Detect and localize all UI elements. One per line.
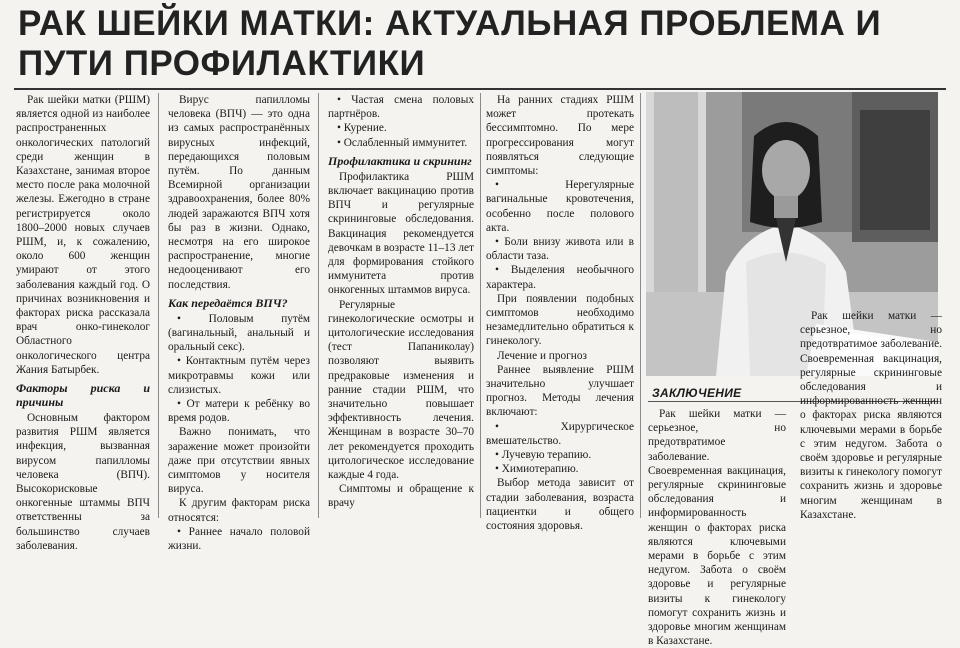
list-item: • Боли внизу живота или в области таза.: [486, 236, 634, 263]
list-item: • Лучевую терапию.: [495, 449, 592, 462]
paragraph: Важно понимать, что заражение может произойти даже при отсутствии явных симптомов у носителя вируса.: [168, 426, 310, 496]
intro-paragraph: Рак шейки матки (РШМ) является одной из наиболее распространенных онкологических патологий среди женщин в Казахстане, занимая второе место после рака молочной железы. Ежегодно в стране регистрируется около 1800–2000 новых случаев РШМ, и, к сожалению, около 600 женщин умирают от этого заболевания каждый год. О причинах возникновения и факторах риска рассказала врач онко-гинеколог Областного онкологического центра Жания Батырбек.: [16, 94, 150, 376]
conclusion-column-2: [800, 310, 942, 521]
paragraph: К другим факторам риска относятся:: [168, 497, 310, 524]
paragraph: Симптомы и обращение к врачу: [328, 483, 474, 510]
paragraph: Регулярные гинекологические осмотры и цитологические исследования (тест Папаниколау) позволяют выявить предраковые изменения и ранние стадии РШМ, что значительно повышает эффективность лечения. Женщинам в возрасте 30–70 лет рекомендуется проходить цитологическое исследование каждые 4 года.: [328, 298, 474, 482]
column-divider: [158, 93, 159, 518]
paragraph: Профилактика РШМ включает вакцинацию против ВПЧ и регулярные скрининговые обследования. Вакцинация рекомендуется девочкам в возрасте 11–13 лет для формирования стойкого иммунитета против онкогенных штаммов вируса.: [328, 170, 474, 297]
column-1: [16, 93, 150, 553]
list-item: • Контактным путём через микротравмы кожи или слизистых.: [168, 355, 310, 396]
column-divider: [640, 93, 641, 518]
list-item: • Курение.: [337, 122, 387, 135]
list-item: • Раннее начало половой жизни.: [168, 525, 310, 553]
paragraph: Основным фактором развития РШМ является инфекция, вызванная вирусом папилломы человека (ВПЧ). Высокорисковые онкогенные штаммы ВПЧ ответственны за большинство случаев заболевания.: [16, 412, 150, 552]
risk-factors-heading: Факторы риска и причины: [16, 381, 150, 410]
conclusion-paragraph: Рак шейки матки — серьезное, но предотвратимое заболевание. Своевременная вакцинация, регулярные скрининговые обследования и информированность женщин о факторах риска являются ключевыми мерами в борьбе с этим недугом. Забота о своём здоровье и регулярные визиты к гинекологу помогут сохранить жизнь и здоровье многим женщинам в Казахстане.: [648, 408, 786, 648]
paragraph: Выбор метода зависит от стадии заболевания, возраста пациентки и общего состояния здоровья.: [486, 477, 634, 533]
list-item: • От матери к ребёнку во время родов.: [168, 398, 310, 425]
list-item: • Хирургическое вмешательство.: [486, 420, 634, 447]
title-rule: [14, 88, 946, 90]
paragraph: При появлении подобных симптомов необходимо незамедлительно обратиться к гинекологу.: [486, 292, 634, 348]
list-item: • Выделения необычного характера.: [486, 264, 634, 291]
paragraph: На ранних стадиях РШМ может протекать бессимптомно. По мере прогрессирования могут появляться следующие симптомы:: [486, 94, 634, 178]
column-divider: [480, 93, 481, 518]
article-title: РАК ШЕЙКИ МАТКИ: АКТУАЛЬНАЯ ПРОБЛЕМА И ПУТИ ПРОФИЛАКТИКИ: [18, 4, 882, 83]
list-item: • Частая смена половых партнёров.: [328, 94, 474, 121]
column-4: [486, 93, 634, 533]
transmission-heading: Как передаётся ВПЧ?: [168, 295, 288, 310]
column-3: [328, 93, 474, 511]
paragraph: Раннее выявление РШМ значительно улучшает прогноз. Методы лечения включают:: [486, 363, 634, 419]
conclusion-heading: ЗАКЛЮЧЕНИЕ: [652, 386, 742, 400]
column-divider: [318, 93, 319, 518]
conclusion-paragraph-continued: Рак шейки матки — серьезное, но предотвратимое заболевание. Своевременная вакцинация, регулярные скрининговые обследования и информированность женщин о факторах риска являются ключевыми мерами в борьбе с этим недугом. Забота о своём здоровье и регулярные визиты к гинекологу помогут сохранить жизнь и здоровье многим женщинам в Казахстане.: [800, 310, 942, 521]
list-item: • Половым путём (вагинальный, анальный и оральный секс).: [168, 312, 310, 354]
list-item: • Ослабленный иммунитет.: [337, 136, 468, 149]
paragraph: Вирус папилломы человека (ВПЧ) — это одна из самых распространённых вирусных инфекций, передающихся половым путём. По данным Всемирной организации здравоохранения, более 80% людей заражаются ВПЧ хотя бы раз в жизни. Однако, несмотря на его широкое распространение, многие недооценивают его последствия.: [168, 94, 310, 291]
prevention-heading: Профилактика и скрининг: [328, 153, 472, 168]
paragraph: Лечение и прогноз: [497, 349, 587, 362]
list-item: • Химиотерапию.: [495, 463, 579, 476]
conclusion-column-1: [648, 407, 786, 648]
list-item: • Нерегулярные вагинальные кровотечения, особенно после полового акта.: [486, 179, 634, 234]
column-2: [168, 93, 310, 553]
